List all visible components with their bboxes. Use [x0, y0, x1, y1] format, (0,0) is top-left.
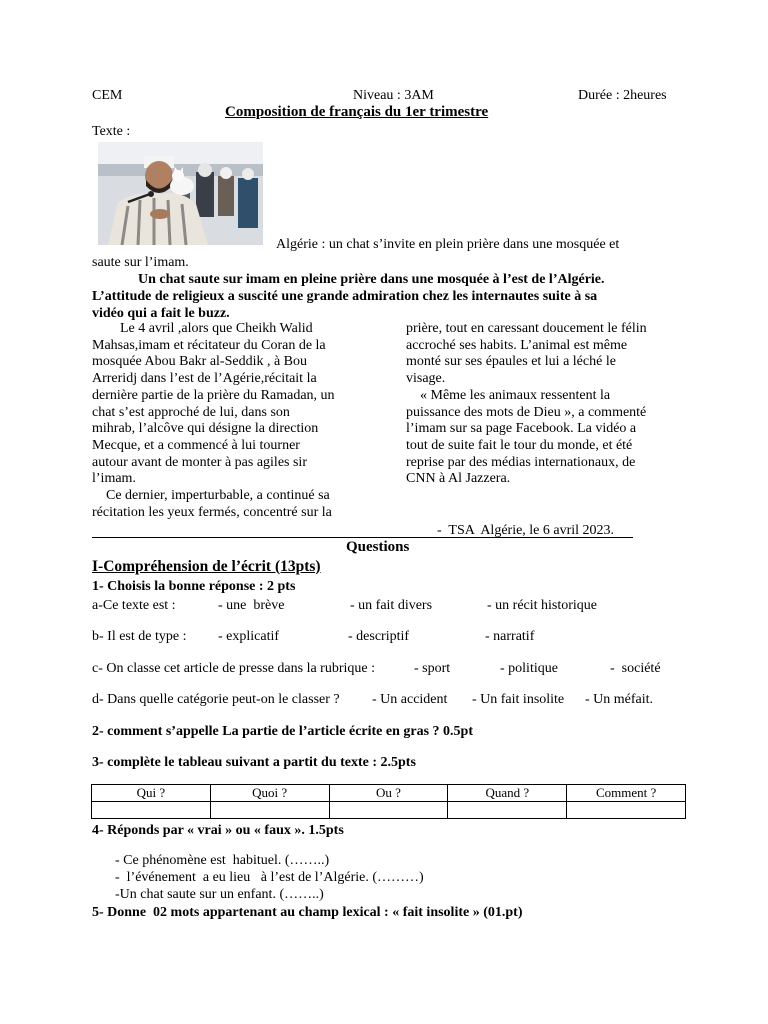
table-header-cell: Quand ? — [448, 785, 567, 802]
article-line: reprise par des médias internationaux, de — [406, 454, 636, 470]
q1b-option: - explicatif — [218, 629, 280, 644]
q1b-prompt: b- Il est de type : — [92, 629, 187, 644]
q2-title: 2- comment s’appelle La partie de l’article écrite en gras ? 0.5pt — [92, 724, 474, 739]
q1d-option: - Un fait insolite — [472, 692, 565, 707]
article-line: puissance des mots de Dieu », a commenté — [406, 404, 647, 420]
article-left-column — [92, 321, 335, 521]
q1c-option: - politique — [500, 661, 558, 676]
q1b-option: - narratif — [485, 629, 535, 644]
article-line: Mecque, et a commencé à lui tourner — [92, 437, 300, 453]
article-line: l’imam. — [92, 471, 136, 487]
lead-line3: vidéo qui a fait le buzz. — [92, 306, 230, 321]
q1b-option: - descriptif — [348, 629, 410, 644]
table-header-cell: Ou ? — [329, 785, 448, 802]
article-line: Arreridj dans l’est de l’Agérie,récitait la — [92, 371, 317, 387]
photo-caption-line2: saute sur l’imam. — [92, 255, 189, 270]
article-line: dernière partie de la prière du Ramadan, un — [92, 387, 335, 403]
article-line: « Même les animaux ressentent la — [406, 387, 611, 403]
table-header-cell: Qui ? — [92, 785, 211, 802]
article-photo — [98, 142, 263, 245]
q1-title: 1- Choisis la bonne réponse : 2 pts — [92, 579, 296, 594]
article-line: mihrab, l’alcôve qui désigne la direction — [92, 421, 319, 437]
answer-table — [91, 784, 686, 819]
article-line: CNN à Al Jazzera. — [406, 471, 511, 487]
q1c-option: - sport — [414, 661, 451, 676]
table-answer-cell[interactable] — [92, 802, 211, 819]
lead-line2: L’attitude de religieux a suscité une grande admiration chez les internautes suite à sa — [92, 289, 598, 304]
article-source: - TSA Algérie, le 6 avril 2023. — [437, 523, 615, 538]
q1a-prompt: a-Ce texte est : — [92, 598, 176, 613]
duration-label: Durée : 2heures — [578, 88, 667, 103]
q4-item: - Ce phénomène est habituel. (……..) — [115, 853, 330, 868]
q5-title: 5- Donne 02 mots appartenant au champ lexical : « fait insolite » (01.pt) — [92, 905, 523, 920]
q4-title: 4- Réponds par « vrai » ou « faux ». 1.5pts — [92, 823, 344, 838]
article-line: Le 4 avril ,alors que Cheikh Walid — [92, 321, 313, 336]
section-heading: I-Compréhension de l’écrit (13pts) — [92, 558, 321, 575]
article-line: l’imam sur sa page Facebook. La vidéo a — [406, 421, 637, 437]
photo-imam-cat-icon — [98, 142, 263, 245]
article-line: récitation les yeux fermés, concentré sur la — [92, 504, 332, 520]
table-header-cell: Comment ? — [567, 785, 686, 802]
table-answer-row[interactable] — [92, 802, 686, 819]
article-line: mosquée Abou Bakr al-Seddik , à Bou — [92, 354, 308, 370]
q4-item: -Un chat saute sur un enfant. (……..) — [115, 887, 324, 902]
article-line: Mahsas,imam et récitateur du Coran de la — [92, 337, 326, 353]
table-header-cell: Quoi ? — [210, 785, 329, 802]
table-answer-cell[interactable] — [210, 802, 329, 819]
article-line: chat s’est approché de lui, dans son — [92, 404, 290, 420]
article-line: monté sur ses épaules et lui a léché le — [406, 354, 616, 370]
q1a-option: - une brève — [218, 598, 285, 613]
q1c-option: - société — [610, 661, 661, 676]
lead-line1: Un chat saute sur imam en pleine prière dans une mosquée à l’est de l’Algérie. — [138, 272, 605, 287]
page-title: Composition de français du 1er trimestre — [225, 104, 489, 120]
q1a-option: - un récit historique — [487, 598, 598, 613]
q4-item: - l’événement a eu lieu à l’est de l’Algérie. (………) — [115, 870, 424, 885]
q3-title: 3- complète le tableau suivant a partit du texte : 2.5pts — [92, 755, 416, 770]
article-line: autour avant de monter à pas agiles sir — [92, 454, 307, 470]
table-answer-cell[interactable] — [567, 802, 686, 819]
article-line: visage. — [406, 371, 446, 387]
level-label: Niveau : 3AM — [353, 88, 434, 103]
q1a-option: - un fait divers — [350, 598, 433, 613]
article-right-column — [406, 321, 647, 488]
table-answer-cell[interactable] — [329, 802, 448, 819]
q1d-prompt: d- Dans quelle catégorie peut-on le classer ? — [92, 692, 340, 707]
article-line: prière, tout en caressant doucement le félin — [406, 321, 647, 336]
q1d-option: - Un accident — [372, 692, 448, 707]
divider — [92, 537, 633, 538]
text-label: Texte : — [92, 124, 131, 139]
table-answer-cell[interactable] — [448, 802, 567, 819]
table-header-row — [92, 785, 686, 802]
article-line: accroché ses habits. L’animal est même — [406, 337, 628, 353]
article-line: Ce dernier, imperturbable, a continué sa — [92, 488, 330, 504]
q1d-option: - Un méfait. — [585, 692, 654, 707]
photo-caption-line1: Algérie : un chat s’invite en plein prière dans une mosquée et — [276, 237, 620, 252]
school-label: CEM — [92, 88, 123, 103]
article-line: tout de suite fait le tour du monde, et été — [406, 437, 633, 453]
q1c-prompt: c- On classe cet article de presse dans la rubrique : — [92, 661, 375, 676]
questions-heading: Questions — [346, 539, 410, 555]
